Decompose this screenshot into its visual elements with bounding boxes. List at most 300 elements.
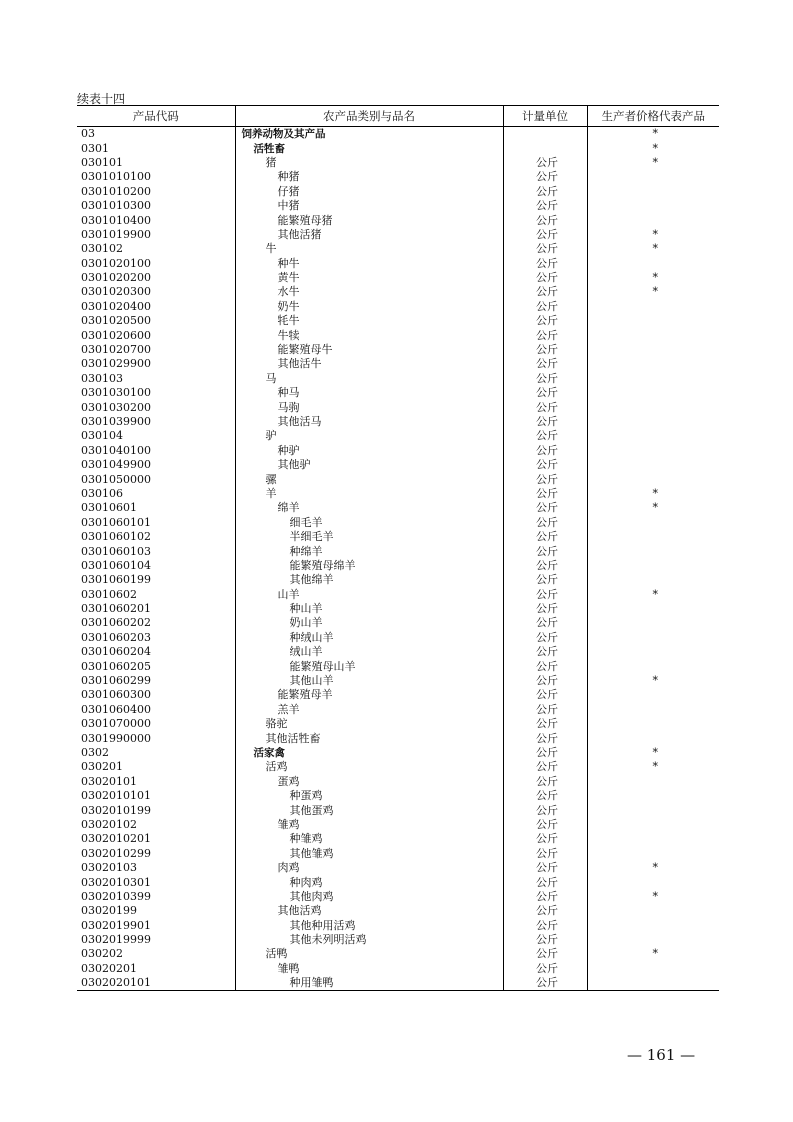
price-representative-mark <box>587 918 719 932</box>
price-representative-mark <box>587 386 719 400</box>
product-name-cell: 种牛 <box>235 257 503 271</box>
product-code-cell: 03010601 <box>81 501 137 515</box>
table-row <box>77 962 719 976</box>
product-code-cell: 0301020600 <box>81 328 151 342</box>
table-row <box>77 170 719 184</box>
product-code-cell: 0301020100 <box>81 256 151 270</box>
price-representative-mark: * <box>587 156 719 170</box>
unit-cell: 公斤 <box>503 947 587 961</box>
table-body <box>77 127 719 991</box>
unit-cell: 公斤 <box>503 904 587 918</box>
unit-cell: 公斤 <box>503 832 587 846</box>
product-name-cell: 能繁殖母猪 <box>235 213 503 227</box>
product-name-cell: 能繁殖母山羊 <box>235 659 503 673</box>
price-representative-mark <box>587 818 719 832</box>
header-name: 农产品类别与品名 <box>235 106 503 127</box>
product-name-cell: 种马 <box>235 386 503 400</box>
price-representative-mark <box>587 573 719 587</box>
product-name-cell: 其他种用活鸡 <box>235 918 503 932</box>
unit-cell: 公斤 <box>503 257 587 271</box>
unit-cell: 公斤 <box>503 170 587 184</box>
price-representative-mark: * <box>587 760 719 774</box>
price-representative-mark <box>587 343 719 357</box>
product-name-cell: 种绒山羊 <box>235 631 503 645</box>
table-row <box>77 357 719 371</box>
table-row <box>77 271 719 285</box>
product-code-cell: 0301020400 <box>81 299 151 313</box>
price-representative-mark <box>587 875 719 889</box>
price-representative-mark <box>587 530 719 544</box>
unit-cell: 公斤 <box>503 918 587 932</box>
product-name-cell: 种用雏鸭 <box>235 976 503 991</box>
price-representative-mark: * <box>587 501 719 515</box>
product-name-cell: 其他活鸡 <box>235 904 503 918</box>
price-representative-mark <box>587 659 719 673</box>
table-row <box>77 818 719 832</box>
unit-cell: 公斤 <box>503 659 587 673</box>
unit-cell: 公斤 <box>503 458 587 472</box>
product-code-cell: 0302019999 <box>81 933 151 947</box>
product-name-cell: 山羊 <box>235 588 503 602</box>
product-name-cell: 奶山羊 <box>235 616 503 630</box>
table-row <box>77 372 719 386</box>
price-representative-mark: * <box>587 861 719 875</box>
table-row <box>77 415 719 429</box>
unit-cell: 公斤 <box>503 746 587 760</box>
price-representative-mark: * <box>587 487 719 501</box>
product-code-cell: 0301060201 <box>81 602 151 616</box>
price-representative-mark <box>587 775 719 789</box>
product-code-cell: 030103 <box>81 371 123 385</box>
price-representative-mark <box>587 314 719 328</box>
product-name-cell: 其他绵羊 <box>235 573 503 587</box>
unit-cell: 公斤 <box>503 156 587 170</box>
product-name-cell: 种驴 <box>235 444 503 458</box>
unit-cell: 公斤 <box>503 357 587 371</box>
unit-cell: 公斤 <box>503 645 587 659</box>
product-name-cell: 活鸡 <box>235 760 503 774</box>
product-code-cell: 0302010201 <box>81 832 151 846</box>
price-representative-mark: * <box>587 242 719 256</box>
unit-cell: 公斤 <box>503 789 587 803</box>
price-representative-mark: * <box>587 285 719 299</box>
product-code-cell: 0301060300 <box>81 688 151 702</box>
unit-cell: 公斤 <box>503 444 587 458</box>
product-code-cell: 0301060102 <box>81 530 151 544</box>
table-row <box>77 530 719 544</box>
unit-cell: 公斤 <box>503 559 587 573</box>
price-representative-mark: * <box>587 588 719 602</box>
unit-cell: 公斤 <box>503 616 587 630</box>
table-header-row <box>77 106 719 127</box>
product-code-cell: 0301010100 <box>81 170 151 184</box>
product-code-cell: 0302010301 <box>81 875 151 889</box>
table-row <box>77 918 719 932</box>
product-name-cell: 种山羊 <box>235 602 503 616</box>
product-code-cell: 0302010199 <box>81 803 151 817</box>
unit-cell: 公斤 <box>503 501 587 515</box>
table-row <box>77 156 719 170</box>
price-representative-mark <box>587 803 719 817</box>
product-name-cell: 种肉鸡 <box>235 875 503 889</box>
table-row <box>77 141 719 155</box>
product-code-cell: 0301050000 <box>81 472 151 486</box>
product-name-cell: 其他活马 <box>235 415 503 429</box>
unit-cell: 公斤 <box>503 343 587 357</box>
product-code-cell: 03020103 <box>81 861 137 875</box>
table-row <box>77 559 719 573</box>
price-representative-mark <box>587 962 719 976</box>
product-code-cell: 03020201 <box>81 961 137 975</box>
product-name-cell: 活鸭 <box>235 947 503 961</box>
product-code-cell: 03020199 <box>81 904 137 918</box>
table-row <box>77 832 719 846</box>
table-row <box>77 472 719 486</box>
table-row <box>77 588 719 602</box>
price-representative-mark <box>587 458 719 472</box>
product-name-cell: 马驹 <box>235 400 503 414</box>
table-row <box>77 314 719 328</box>
product-name-cell: 其他蛋鸡 <box>235 803 503 817</box>
unit-cell: 公斤 <box>503 516 587 530</box>
product-code-cell: 0301060299 <box>81 674 151 688</box>
table-row <box>77 659 719 673</box>
unit-cell: 公斤 <box>503 328 587 342</box>
product-name-cell: 其他活猪 <box>235 228 503 242</box>
price-representative-mark <box>587 703 719 717</box>
table-row <box>77 875 719 889</box>
header-price-representative: 生产者价格代表产品 <box>587 106 719 127</box>
product-code-cell: 0301010200 <box>81 184 151 198</box>
price-representative-mark <box>587 602 719 616</box>
table-row <box>77 904 719 918</box>
table-row <box>77 847 719 861</box>
unit-cell: 公斤 <box>503 400 587 414</box>
table-row <box>77 947 719 961</box>
unit-cell: 公斤 <box>503 242 587 256</box>
product-code-cell: 0301060205 <box>81 659 151 673</box>
product-code-cell: 03010602 <box>81 587 137 601</box>
price-representative-mark: * <box>587 141 719 155</box>
page-number: — 161 — <box>627 1046 696 1064</box>
unit-cell: 公斤 <box>503 199 587 213</box>
product-name-cell: 牛犊 <box>235 328 503 342</box>
product-code-cell: 0302010101 <box>81 789 151 803</box>
unit-cell: 公斤 <box>503 861 587 875</box>
price-representative-mark <box>587 616 719 630</box>
table-row <box>77 760 719 774</box>
price-representative-mark <box>587 789 719 803</box>
price-representative-mark <box>587 415 719 429</box>
table-row <box>77 257 719 271</box>
product-code-cell: 0301060103 <box>81 544 151 558</box>
product-code-cell: 03020101 <box>81 774 137 788</box>
table-row <box>77 429 719 443</box>
product-name-cell: 绵羊 <box>235 501 503 515</box>
table-row <box>77 602 719 616</box>
table-row <box>77 861 719 875</box>
unit-cell <box>503 141 587 155</box>
product-name-cell: 种蛋鸡 <box>235 789 503 803</box>
product-name-cell: 其他活牛 <box>235 357 503 371</box>
unit-cell: 公斤 <box>503 573 587 587</box>
product-code-cell: 0301020200 <box>81 271 151 285</box>
product-code-cell: 0301029900 <box>81 357 151 371</box>
product-code-cell: 0301030200 <box>81 400 151 414</box>
product-name-cell: 牛 <box>235 242 503 256</box>
unit-cell: 公斤 <box>503 372 587 386</box>
price-representative-mark <box>587 731 719 745</box>
product-code-cell: 0301040100 <box>81 443 151 457</box>
table-row <box>77 300 719 314</box>
table-row <box>77 328 719 342</box>
unit-cell: 公斤 <box>503 775 587 789</box>
product-name-cell: 能繁殖母羊 <box>235 688 503 702</box>
unit-cell: 公斤 <box>503 415 587 429</box>
table-row <box>77 789 719 803</box>
table-row <box>77 444 719 458</box>
product-code-cell: 0301990000 <box>81 731 151 745</box>
price-representative-mark <box>587 847 719 861</box>
product-name-cell: 骡 <box>235 472 503 486</box>
product-code-cell: 0301060202 <box>81 616 151 630</box>
product-name-cell: 水牛 <box>235 285 503 299</box>
product-code-cell: 0301060204 <box>81 645 151 659</box>
product-code-cell: 03 <box>81 127 95 141</box>
product-name-cell: 能繁殖母绵羊 <box>235 559 503 573</box>
product-name-cell: 雏鸡 <box>235 818 503 832</box>
product-name-cell: 驴 <box>235 429 503 443</box>
table-row <box>77 976 719 991</box>
price-representative-mark <box>587 170 719 184</box>
unit-cell: 公斤 <box>503 933 587 947</box>
price-representative-mark <box>587 904 719 918</box>
product-name-cell: 种猪 <box>235 170 503 184</box>
product-name-cell: 绒山羊 <box>235 645 503 659</box>
product-code-cell: 0301020700 <box>81 343 151 357</box>
table-row <box>77 242 719 256</box>
product-code-cell: 0301060400 <box>81 702 151 716</box>
table-row <box>77 199 719 213</box>
price-representative-mark <box>587 444 719 458</box>
header-unit: 计量单位 <box>503 106 587 127</box>
unit-cell: 公斤 <box>503 731 587 745</box>
table-row <box>77 688 719 702</box>
table-row <box>77 386 719 400</box>
product-code-cell: 0301060203 <box>81 630 151 644</box>
table-row <box>77 343 719 357</box>
unit-cell: 公斤 <box>503 228 587 242</box>
price-representative-mark <box>587 400 719 414</box>
table-row <box>77 803 719 817</box>
product-name-cell: 种雏鸡 <box>235 832 503 846</box>
product-code-cell: 030104 <box>81 429 123 443</box>
price-representative-mark: * <box>587 228 719 242</box>
unit-cell: 公斤 <box>503 760 587 774</box>
table-row <box>77 703 719 717</box>
table-row <box>77 501 719 515</box>
unit-cell: 公斤 <box>503 847 587 861</box>
price-representative-mark <box>587 328 719 342</box>
unit-cell: 公斤 <box>503 717 587 731</box>
price-representative-mark <box>587 516 719 530</box>
price-representative-mark <box>587 472 719 486</box>
unit-cell: 公斤 <box>503 588 587 602</box>
table-row <box>77 933 719 947</box>
price-representative-mark <box>587 199 719 213</box>
product-name-cell: 雏鸭 <box>235 962 503 976</box>
price-representative-mark <box>587 300 719 314</box>
price-representative-mark <box>587 688 719 702</box>
price-representative-mark <box>587 257 719 271</box>
product-code-cell: 0301019900 <box>81 227 151 241</box>
table-row <box>77 616 719 630</box>
product-code-cell: 030106 <box>81 486 123 500</box>
product-name-cell: 细毛羊 <box>235 516 503 530</box>
product-code-cell: 0301030100 <box>81 386 151 400</box>
price-representative-mark <box>587 185 719 199</box>
table-row <box>77 185 719 199</box>
table-row <box>77 731 719 745</box>
unit-cell: 公斤 <box>503 803 587 817</box>
table-row <box>77 631 719 645</box>
unit-cell: 公斤 <box>503 674 587 688</box>
product-name-cell: 奶牛 <box>235 300 503 314</box>
unit-cell: 公斤 <box>503 213 587 227</box>
product-name-cell: 半细毛羊 <box>235 530 503 544</box>
product-name-cell: 仔猪 <box>235 185 503 199</box>
product-name-cell: 骆驼 <box>235 717 503 731</box>
unit-cell: 公斤 <box>503 300 587 314</box>
product-code-cell: 0301020300 <box>81 285 151 299</box>
product-code-cell: 030101 <box>81 155 123 169</box>
price-representative-mark <box>587 933 719 947</box>
table-row <box>77 127 719 142</box>
price-representative-mark <box>587 372 719 386</box>
table-row <box>77 285 719 299</box>
product-code-cell: 0302010399 <box>81 889 151 903</box>
price-representative-mark: * <box>587 271 719 285</box>
table-row <box>77 890 719 904</box>
product-name-cell: 其他活牲畜 <box>235 731 503 745</box>
price-representative-mark: * <box>587 127 719 142</box>
product-code-cell: 0301039900 <box>81 415 151 428</box>
table-caption: 续表十四 <box>77 92 126 106</box>
unit-cell: 公斤 <box>503 429 587 443</box>
product-code-cell: 030202 <box>81 947 123 961</box>
product-name-cell: 羊 <box>235 487 503 501</box>
price-representative-mark <box>587 645 719 659</box>
product-name-cell: 中猪 <box>235 199 503 213</box>
unit-cell: 公斤 <box>503 530 587 544</box>
table-row <box>77 674 719 688</box>
unit-cell: 公斤 <box>503 703 587 717</box>
product-name-cell: 其他未列明活鸡 <box>235 933 503 947</box>
price-representative-mark: * <box>587 674 719 688</box>
unit-cell: 公斤 <box>503 890 587 904</box>
price-representative-mark <box>587 559 719 573</box>
unit-cell: 公斤 <box>503 818 587 832</box>
table-row <box>77 516 719 530</box>
product-code-cell: 0301070000 <box>81 717 151 731</box>
product-name-cell: 黄牛 <box>235 271 503 285</box>
product-name-cell: 其他雏鸡 <box>235 847 503 861</box>
unit-cell: 公斤 <box>503 602 587 616</box>
product-code-cell: 0302010299 <box>81 846 151 860</box>
unit-cell: 公斤 <box>503 185 587 199</box>
product-code-cell: 0301049900 <box>81 458 151 472</box>
product-code-cell: 0301010400 <box>81 213 151 227</box>
unit-cell: 公斤 <box>503 544 587 558</box>
unit-cell: 公斤 <box>503 386 587 400</box>
unit-cell <box>503 127 587 142</box>
unit-cell: 公斤 <box>503 314 587 328</box>
table-row <box>77 213 719 227</box>
table-row <box>77 775 719 789</box>
product-code-cell: 0301 <box>81 141 109 155</box>
unit-cell: 公斤 <box>503 976 587 991</box>
product-name-cell: 活家禽 <box>235 746 503 760</box>
table-row <box>77 400 719 414</box>
product-name-cell: 牦牛 <box>235 314 503 328</box>
product-name-cell: 能繁殖母牛 <box>235 343 503 357</box>
product-code-cell: 0302019901 <box>81 918 151 932</box>
unit-cell: 公斤 <box>503 285 587 299</box>
product-name-cell: 马 <box>235 372 503 386</box>
price-representative-mark: * <box>587 746 719 760</box>
header-code: 产品代码 <box>77 106 235 127</box>
price-representative-mark: * <box>587 947 719 961</box>
price-representative-mark <box>587 544 719 558</box>
price-representative-mark <box>587 213 719 227</box>
product-name-cell: 猪 <box>235 156 503 170</box>
product-name-cell: 羔羊 <box>235 703 503 717</box>
unit-cell: 公斤 <box>503 631 587 645</box>
price-representative-mark <box>587 429 719 443</box>
unit-cell: 公斤 <box>503 688 587 702</box>
unit-cell: 公斤 <box>503 271 587 285</box>
unit-cell: 公斤 <box>503 962 587 976</box>
unit-cell: 公斤 <box>503 875 587 889</box>
table-row <box>77 645 719 659</box>
price-representative-mark <box>587 832 719 846</box>
product-name-cell: 其他肉鸡 <box>235 890 503 904</box>
unit-cell: 公斤 <box>503 487 587 501</box>
product-name-cell: 饲养动物及其产品 <box>235 127 503 142</box>
price-representative-mark: * <box>587 890 719 904</box>
table-row <box>77 717 719 731</box>
product-name-cell: 其他山羊 <box>235 674 503 688</box>
product-name-cell: 种绵羊 <box>235 544 503 558</box>
table-row <box>77 487 719 501</box>
product-code-cell: 0302 <box>81 745 109 759</box>
product-code-cell: 0301060104 <box>81 558 151 572</box>
product-code-cell: 030201 <box>81 760 123 774</box>
product-code-table <box>77 105 719 991</box>
product-name-cell: 蛋鸡 <box>235 775 503 789</box>
table-row <box>77 544 719 558</box>
price-representative-mark <box>587 631 719 645</box>
product-code-cell: 0301060199 <box>81 573 151 587</box>
product-code-cell: 0302020101 <box>81 976 151 990</box>
table-row <box>77 458 719 472</box>
product-code-cell: 0301020500 <box>81 314 151 328</box>
unit-cell: 公斤 <box>503 472 587 486</box>
table-row <box>77 746 719 760</box>
product-code-cell: 03020102 <box>81 817 137 831</box>
product-code-cell: 0301010300 <box>81 199 151 213</box>
product-code-cell: 0301060101 <box>81 515 151 529</box>
